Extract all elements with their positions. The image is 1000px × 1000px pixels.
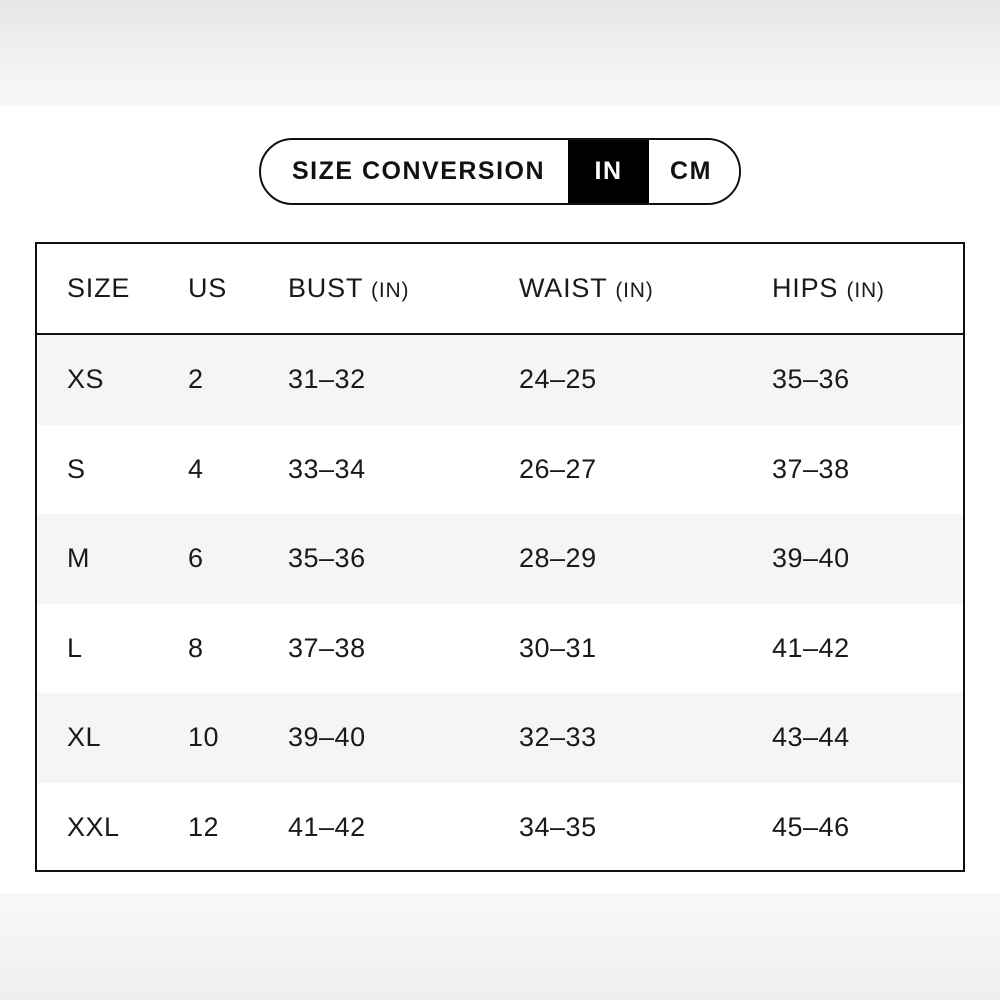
cell-size: XL [67,722,102,753]
table-row [37,514,963,604]
cell-us: 2 [188,364,204,395]
cell-bust: 33–34 [288,453,366,484]
header-waist-unit: (IN) [615,279,654,302]
header-us: US [188,273,228,303]
cell-waist: 30–31 [519,632,597,663]
cell-hips: 43–44 [772,722,850,753]
cell-hips: 41–42 [772,632,850,663]
cell-bust: 35–36 [288,543,366,574]
cell-bust: 31–32 [288,364,366,395]
header-size: SIZE [67,273,131,303]
cell-waist: 26–27 [519,453,597,484]
toggle-option-cm[interactable]: CM [649,140,739,203]
header-bust: BUST (IN) [288,273,410,303]
header-bust-unit: (IN) [371,279,410,302]
cell-waist: 32–33 [519,722,597,753]
toggle-label: SIZE CONVERSION [291,157,546,185]
cell-us: 4 [188,453,204,484]
cell-us: 12 [188,811,220,842]
cell-bust: 41–42 [288,811,366,842]
cell-size: M [67,543,90,574]
unit-toggle [259,138,741,205]
cell-bust: 39–40 [288,722,366,753]
toggle-option-in[interactable]: IN [568,140,649,203]
table-row [37,425,963,515]
cell-us: 6 [188,543,204,574]
cell-size: L [67,632,83,663]
cell-size: XS [67,364,105,395]
table-row [37,335,963,425]
table-row [37,783,963,873]
cell-us: 10 [188,722,220,753]
cell-us: 8 [188,632,204,663]
cell-hips: 45–46 [772,811,850,842]
table-row [37,604,963,694]
top-background-band [0,0,1000,106]
header-hips: HIPS (IN) [772,273,885,303]
table-row [37,693,963,783]
size-chart-table [35,242,965,872]
cell-waist: 24–25 [519,364,597,395]
cell-hips: 39–40 [772,543,850,574]
cell-waist: 28–29 [519,543,597,574]
header-hips-unit: (IN) [846,279,885,302]
bottom-background-band [0,893,1000,1000]
cell-waist: 34–35 [519,811,597,842]
table-header-row [37,244,963,335]
header-waist: WAIST (IN) [519,273,654,303]
cell-size: S [67,453,86,484]
cell-bust: 37–38 [288,632,366,663]
cell-hips: 35–36 [772,364,850,395]
cell-size: XXL [67,811,120,842]
cell-hips: 37–38 [772,453,850,484]
